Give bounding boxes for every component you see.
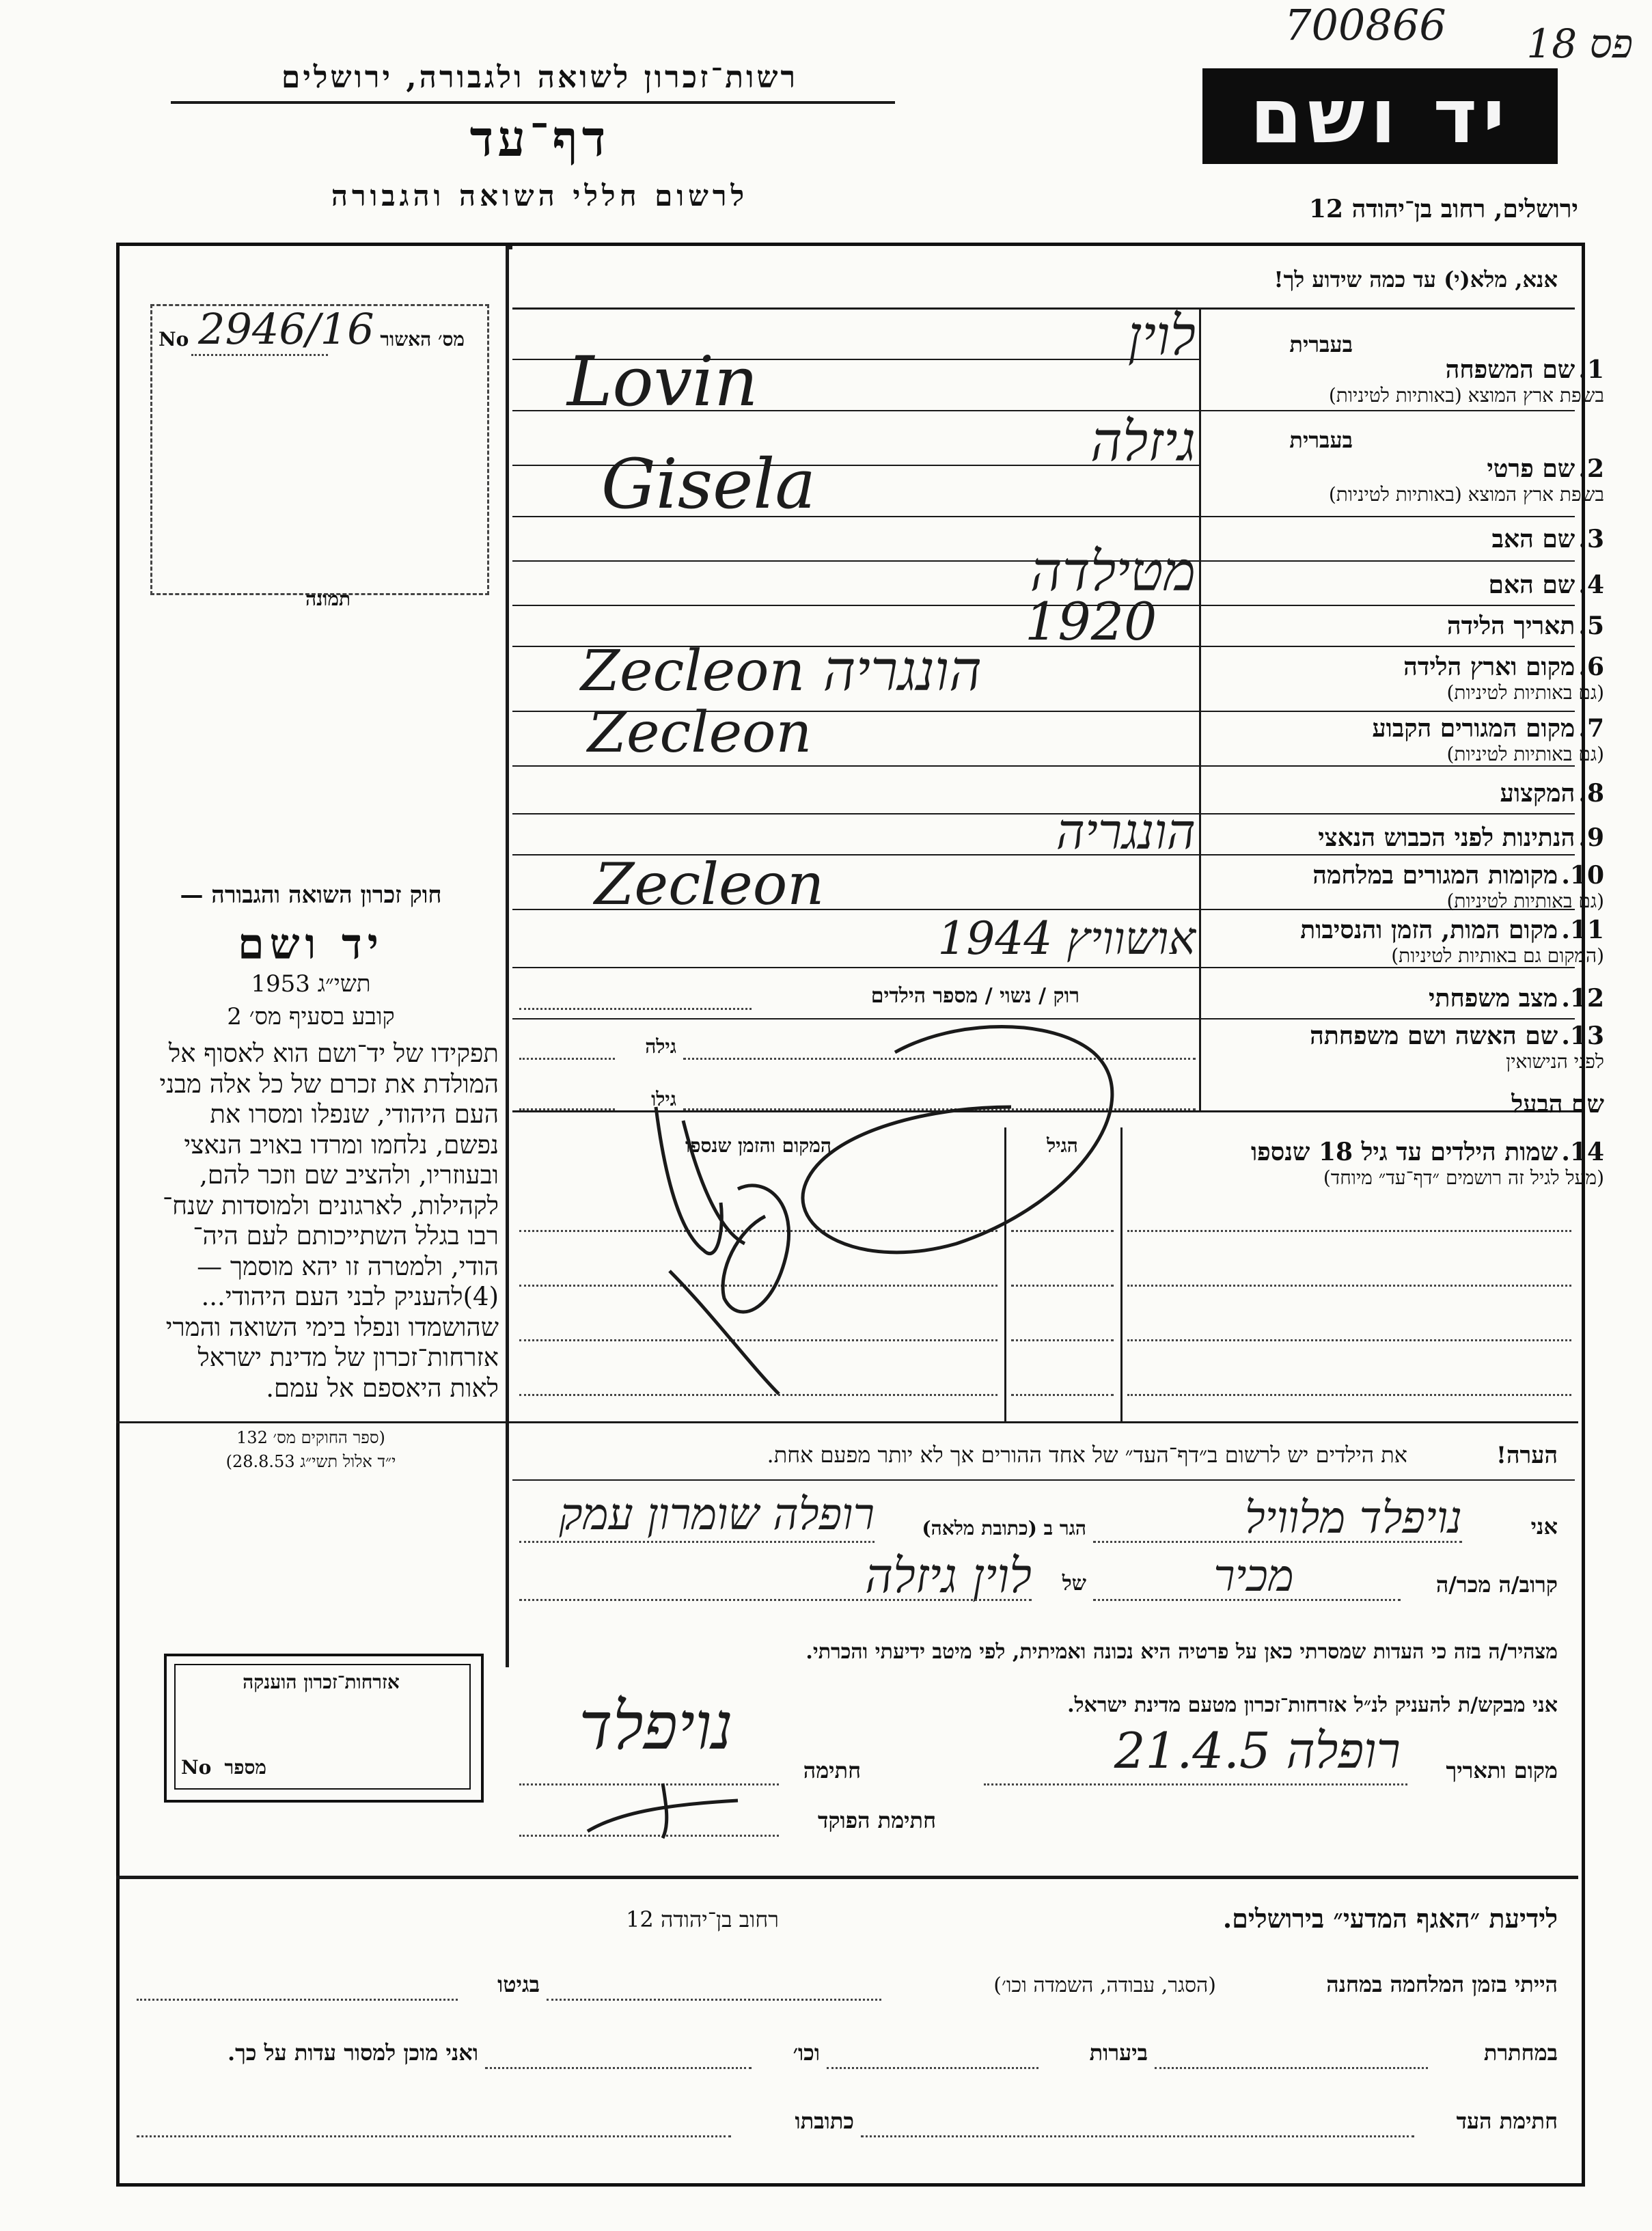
approval-label: מס׳ האשור	[380, 328, 465, 351]
witness-place-date-value: רופלה 21.4.5	[1114, 1722, 1401, 1779]
field-12-num: 12.	[1561, 984, 1604, 1013]
field-10-title: מקומות המגורים במלחמה	[1312, 861, 1558, 890]
footer-line3-b: כתובתו	[795, 2108, 854, 2134]
witness-declaration: מצהיר/ה בזה כי העדות שמסרתי כאן על פרטיה היא נכונה ואמיתית, לפי מיטב ידיעתי והכרתי.	[806, 1640, 1558, 1664]
corner-marks: פס 18	[1526, 20, 1633, 67]
law-line: אזרחות־זכרון של מדינת ישראל	[197, 1343, 499, 1372]
field-9-title: הנתינות לפני הכבוש הנאצי	[1318, 823, 1575, 852]
field-6-sub: (גם באותיות לטיניות)	[1446, 681, 1604, 704]
law-ref-1: (ספר החוקים מס׳ 132	[236, 1428, 385, 1447]
footer-title: לידיעת ״האגף המדעי״ בירושלים.	[1222, 1903, 1558, 1934]
authority-line: רשות־זכרון לשואה ולגבורה, ירושלים	[281, 60, 799, 95]
header-address: ירושלים, רחוב בן־יהודה 12	[1308, 195, 1578, 223]
witness-signature-value: נויפלד	[579, 1688, 733, 1764]
law-line: לקהילות, לארגונים ולמוסדות שנח־	[162, 1190, 499, 1220]
law-ref-2: י״ד אלול תשי״ג 28.8.53)	[225, 1452, 396, 1471]
law-line: ובעוזריו, ולהציב שם וזכר להם,	[199, 1160, 499, 1190]
witness-of-value: לוין גיזלה	[865, 1548, 1032, 1604]
law-line: שהושמדו ונפלו בימי השואה והמרי	[165, 1312, 499, 1342]
footer-line1-c: בגיטו	[497, 1971, 540, 1997]
field-9-label	[1318, 823, 1604, 852]
field-5-title: תאריך הלידה	[1446, 612, 1575, 640]
field-7-num: 7.	[1578, 714, 1604, 743]
footer-address: רחוב בן־יהודה 12	[626, 1906, 779, 1932]
form-instruction: אנא, מלא(י) עד כמה שידוע לך!	[1274, 266, 1558, 292]
field-10-sub: (גם באותיות לטיניות)	[1446, 890, 1604, 912]
law-year: תשי״ג 1953	[251, 970, 371, 998]
field-2-num: 2.	[1578, 454, 1604, 483]
field-13-label	[1310, 1022, 1604, 1073]
law-line: (4)להעניק לבני העם היהודי...	[201, 1282, 499, 1311]
field-6-num: 6.	[1578, 653, 1604, 681]
citizenship-box-title: אזרחות־זכרון הוענקה	[243, 1671, 400, 1693]
field-6-title: מקום וארץ הלידה	[1403, 653, 1575, 681]
field-12-title: מצב משפחתי	[1429, 984, 1558, 1013]
law-line: תפקידו של יד־ושם הוא לאסוף אל	[168, 1039, 499, 1068]
field-13-sub: לפני הנישואין	[1506, 1050, 1604, 1073]
field-7-title: מקום המגורים הקבוע	[1372, 714, 1575, 743]
field-3-label	[1492, 525, 1604, 553]
archive-number: 700866	[1284, 0, 1446, 50]
field-5-value: 1920	[1025, 591, 1157, 652]
field-14-label	[1251, 1138, 1604, 1190]
approval-no-sign: No	[159, 328, 189, 351]
field-14-title: שמות הילדים עד גיל 18 שנספו	[1250, 1138, 1558, 1166]
field-7-sub: (גם באותיות לטיניות)	[1446, 743, 1604, 765]
field-12-options: רוק / נשוי / מספר הילדים	[870, 984, 1079, 1008]
field-13-num: 13.	[1561, 1022, 1604, 1050]
field-1-hebrew-hint: בעברית	[1289, 331, 1353, 357]
law-title: חוק זכרון השואה והגבורה —	[180, 881, 442, 909]
law-line: לאות היאספם אל עמם.	[266, 1373, 499, 1403]
field-3-title: שם האב	[1491, 525, 1575, 553]
field-8-label	[1500, 779, 1604, 808]
cross-out-scribble	[601, 1025, 1216, 1408]
field-2-label	[1329, 454, 1604, 506]
witness-signature-label: חתימה	[803, 1757, 861, 1783]
field-1-sub: בשפת ארץ המוצא (באותיות לטיניות)	[1328, 384, 1604, 407]
field-13-age-label: גילה	[645, 1035, 676, 1058]
field-2-hebrew-hint: בעברית	[1289, 427, 1353, 453]
field-8-num: 8.	[1578, 779, 1604, 808]
field-9-value: הונגריה	[1056, 803, 1196, 860]
field-10-num: 10.	[1561, 861, 1604, 890]
field-1-title: שם המשפחה	[1445, 355, 1575, 384]
husband-title: שם הבעל	[1511, 1090, 1604, 1119]
field-14-sub: (מעל לגיל זה רושמים ״דף־עד״ מיוחד)	[1323, 1166, 1604, 1189]
field-1-label	[1329, 355, 1604, 407]
field-4-value: מטילדה	[1030, 540, 1196, 603]
col-place-header: המקום והזמן שנספו	[685, 1134, 831, 1157]
field-12-label	[1429, 984, 1604, 1013]
col-age-header: הגיל	[1047, 1134, 1078, 1157]
footer-line2-b: ביערות	[1089, 2040, 1148, 2066]
witness-of-label: של	[1062, 1572, 1086, 1596]
field-7-label	[1372, 714, 1604, 766]
photo-label: תמונה	[305, 588, 351, 610]
witness-request: אני מבקש/ת להעניק לנ״ל אזרחות־זכרון מטעם מדינת ישראל.	[1067, 1693, 1558, 1717]
field-5-label	[1447, 612, 1604, 640]
witness-place-date-label: מקום ותאריך	[1446, 1757, 1558, 1783]
field-2-sub: בשפת ארץ המוצא (באותיות לטיניות)	[1328, 483, 1604, 506]
note-text: את הילדים יש לרשום ב״דף־העד״ של אחד ההורים אך לא יותר מפעם אחת.	[767, 1442, 1407, 1468]
field-4-title: שם האם	[1488, 571, 1575, 599]
field-13-title: שם האשה ושם משפחתה	[1310, 1022, 1558, 1050]
field-2-value-latin: Gisela	[601, 444, 816, 524]
law-line: העם היהודי, שנפלו ומסרו את	[210, 1099, 499, 1129]
field-1-value-latin: Lovin	[567, 342, 758, 422]
citizenship-box-no-sign: No	[181, 1756, 212, 1779]
husband-label	[1511, 1090, 1604, 1119]
witness-address-value: רופלה שומרון עמק	[559, 1490, 875, 1540]
field-7-value: Zecleon	[588, 700, 812, 765]
footer-line2-d: ואני מוכן למסור עדות על כך.	[227, 2040, 478, 2066]
approval-number: 2946/16	[198, 304, 374, 354]
official-signature-mark	[581, 1770, 745, 1845]
form-title: דף־עד	[469, 109, 610, 167]
law-text	[130, 1039, 499, 1404]
witness-name-value: נויפלד מלוויל	[1244, 1493, 1462, 1544]
yad-vashem-logo	[1202, 68, 1558, 164]
form-subtitle: לרשום חללי השואה והגבורה	[331, 179, 749, 213]
footer-line2-a: במחתרת	[1483, 2040, 1558, 2066]
field-11-title: מקום המות, הזמן והנסיבות	[1300, 916, 1558, 944]
logo-text: יד ושם	[1250, 72, 1511, 160]
field-6-label	[1403, 653, 1604, 704]
field-13-age-label-2: גילו	[651, 1088, 676, 1110]
field-2-title: שם פרטי	[1487, 454, 1575, 483]
law-name: יד ושם	[237, 919, 385, 969]
field-10-label	[1312, 861, 1604, 913]
footer-line3-a: חתימת העד	[1456, 2108, 1558, 2134]
citizenship-box-no-label: מספר	[224, 1756, 266, 1779]
field-4-num: 4.	[1578, 571, 1604, 599]
field-3-num: 3.	[1578, 525, 1604, 553]
field-11-sub: (המקום גם באותיות לטיניות)	[1391, 944, 1604, 967]
law-section: קובע בסעיף מס׳ 2	[227, 1003, 395, 1030]
law-line: המולדת את זכרם של כל אלה מבני	[159, 1069, 499, 1099]
field-2-value-hebrew: גיזלה	[1090, 410, 1196, 474]
witness-relative-label: קרוב/ה מכר/ה	[1435, 1572, 1558, 1598]
field-1-num: 1.	[1578, 355, 1604, 384]
field-8-title: המקצוע	[1500, 779, 1575, 808]
law-line: נפשם, נלחמו ומרדו באויב הנאצי	[184, 1130, 499, 1160]
field-14-num: 14.	[1561, 1138, 1604, 1166]
field-10-value: Zecleon	[594, 851, 825, 918]
field-11-value: אושוויץ 1944	[937, 912, 1196, 965]
field-11-label	[1300, 916, 1604, 968]
field-6-value: Zecleon הונגריה	[581, 639, 982, 704]
witness-relation-value: מכיר	[1213, 1551, 1294, 1602]
note-label: הערה!	[1496, 1442, 1558, 1469]
witness-resides-label: הגר ב (כתובת מלאה)	[922, 1517, 1086, 1539]
field-5-num: 5.	[1578, 612, 1604, 640]
field-1-value-hebrew: לוין	[1127, 304, 1196, 368]
footer-line1-b: (הסגר, עבודה, השמדה וכו׳)	[993, 1973, 1216, 1997]
field-11-num: 11.	[1561, 916, 1604, 944]
law-line: הודי, ולמטרה זו יהא מוסמך —	[197, 1251, 499, 1281]
law-line: רבו בגלל השתייכותם לעם היה־	[193, 1221, 499, 1250]
field-9-num: 9.	[1578, 823, 1604, 852]
footer-line1-a: הייתי בזמן המלחמה במחנה	[1326, 1971, 1558, 1997]
witness-i-label: אני	[1530, 1514, 1558, 1539]
official-signature-label: חתימת הפוקד	[818, 1807, 936, 1833]
field-4-label	[1489, 571, 1604, 599]
footer-line2-c: וכו׳	[793, 2040, 820, 2066]
